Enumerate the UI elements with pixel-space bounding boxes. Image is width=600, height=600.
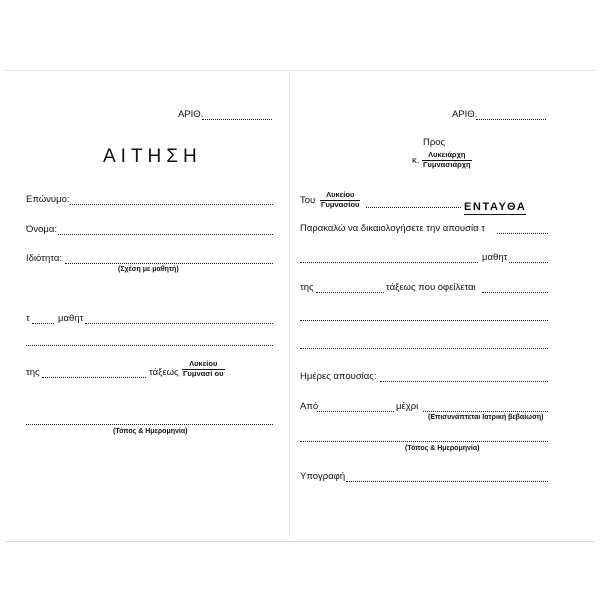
right-parakalo-label: Παρακαλώ να δικαιολογήσετε την απουσία τ <box>300 223 485 234</box>
right-lykeiou-option: Λυκείου <box>320 191 360 201</box>
left-arith-label: ΑΡΙΘ. <box>178 109 204 120</box>
right-arith-field[interactable] <box>476 119 546 120</box>
right-topos-hint: (Τόπος & Ημερομηνία) <box>405 445 480 452</box>
right-arith-label: ΑΡΙΘ. <box>452 109 478 120</box>
right-entaftha-label: ΕΝΤΑΥΘΑ <box>464 201 527 213</box>
left-t-prefix: τ <box>26 313 30 324</box>
left-taxeos-label: τάξεως <box>149 367 179 378</box>
left-place-date-field[interactable] <box>26 424 273 425</box>
right-student-name-field[interactable] <box>300 262 478 263</box>
right-lykeiarchi-option: Λυκειάρχη <box>422 151 472 161</box>
left-class-field[interactable] <box>42 377 146 378</box>
right-mechri-label: μέχρι <box>396 401 419 412</box>
right-imeres-label: Ημέρες απουσίας: <box>300 371 377 382</box>
right-article-field[interactable] <box>497 233 548 234</box>
right-to-date-field[interactable] <box>423 411 548 412</box>
left-school-type <box>182 360 225 378</box>
right-days-field[interactable] <box>380 381 548 382</box>
right-episyn-hint: (Επισυνάπτεται Ιατρική βεβαίωση) <box>428 414 544 421</box>
right-from-date-field[interactable] <box>317 411 394 412</box>
left-arith-field[interactable] <box>202 119 272 120</box>
left-student-name-field[interactable] <box>85 323 273 324</box>
right-reason-field[interactable] <box>482 292 548 293</box>
right-gymnasiarchi-option: Γυμνασιάρχη <box>423 159 471 169</box>
right-pros-label: Προς <box>423 137 446 148</box>
right-school-type <box>320 191 360 209</box>
right-apo-label: Από <box>300 401 319 412</box>
right-school-name-field[interactable] <box>366 207 461 208</box>
left-student-name-line2[interactable] <box>26 345 273 346</box>
left-title: ΑΙΤΗΣΗ <box>103 146 202 167</box>
right-place-date-field[interactable] <box>300 441 548 442</box>
right-reason-line2[interactable] <box>300 320 548 321</box>
right-ypografi-label: Υπογραφή <box>300 471 346 482</box>
right-tis-label: της <box>300 282 314 293</box>
left-topos-hint: (Τόπος & Ημερομηνία) <box>113 428 188 435</box>
fold-line <box>289 72 290 538</box>
left-idiotita-label: Ιδιότητα: <box>26 253 62 264</box>
right-mathit-label: μαθητ <box>482 252 508 263</box>
left-idiotita-field[interactable] <box>65 263 273 264</box>
right-tou-label: Του <box>300 195 316 206</box>
left-eponymo-field[interactable] <box>70 204 273 205</box>
left-onoma-field[interactable] <box>58 234 273 235</box>
left-schesi-hint: (Σχέση με μαθητή) <box>118 266 179 273</box>
right-gymnasiou-option: Γυμνασίου <box>321 199 360 209</box>
left-lykeiou-option: Λυκείου <box>182 360 225 370</box>
right-class-field[interactable] <box>316 292 384 293</box>
left-gymnasiou-option: Γυμνασί ου <box>183 368 224 378</box>
right-reason-line3[interactable] <box>300 348 548 349</box>
right-k-label: κ. <box>412 155 420 166</box>
left-eponymo-label: Επώνυμο: <box>26 194 70 205</box>
left-mathit-label: μαθητ <box>58 313 84 324</box>
left-tis-label: της <box>26 367 40 378</box>
right-taxeos-label: τάξεως που οφείλεται <box>386 282 476 293</box>
right-student-name-end[interactable] <box>509 262 548 263</box>
left-onoma-label: Όνομα: <box>26 224 57 235</box>
right-signature-field[interactable] <box>346 481 548 482</box>
right-recipient <box>422 151 472 169</box>
left-article-field[interactable] <box>32 323 54 324</box>
